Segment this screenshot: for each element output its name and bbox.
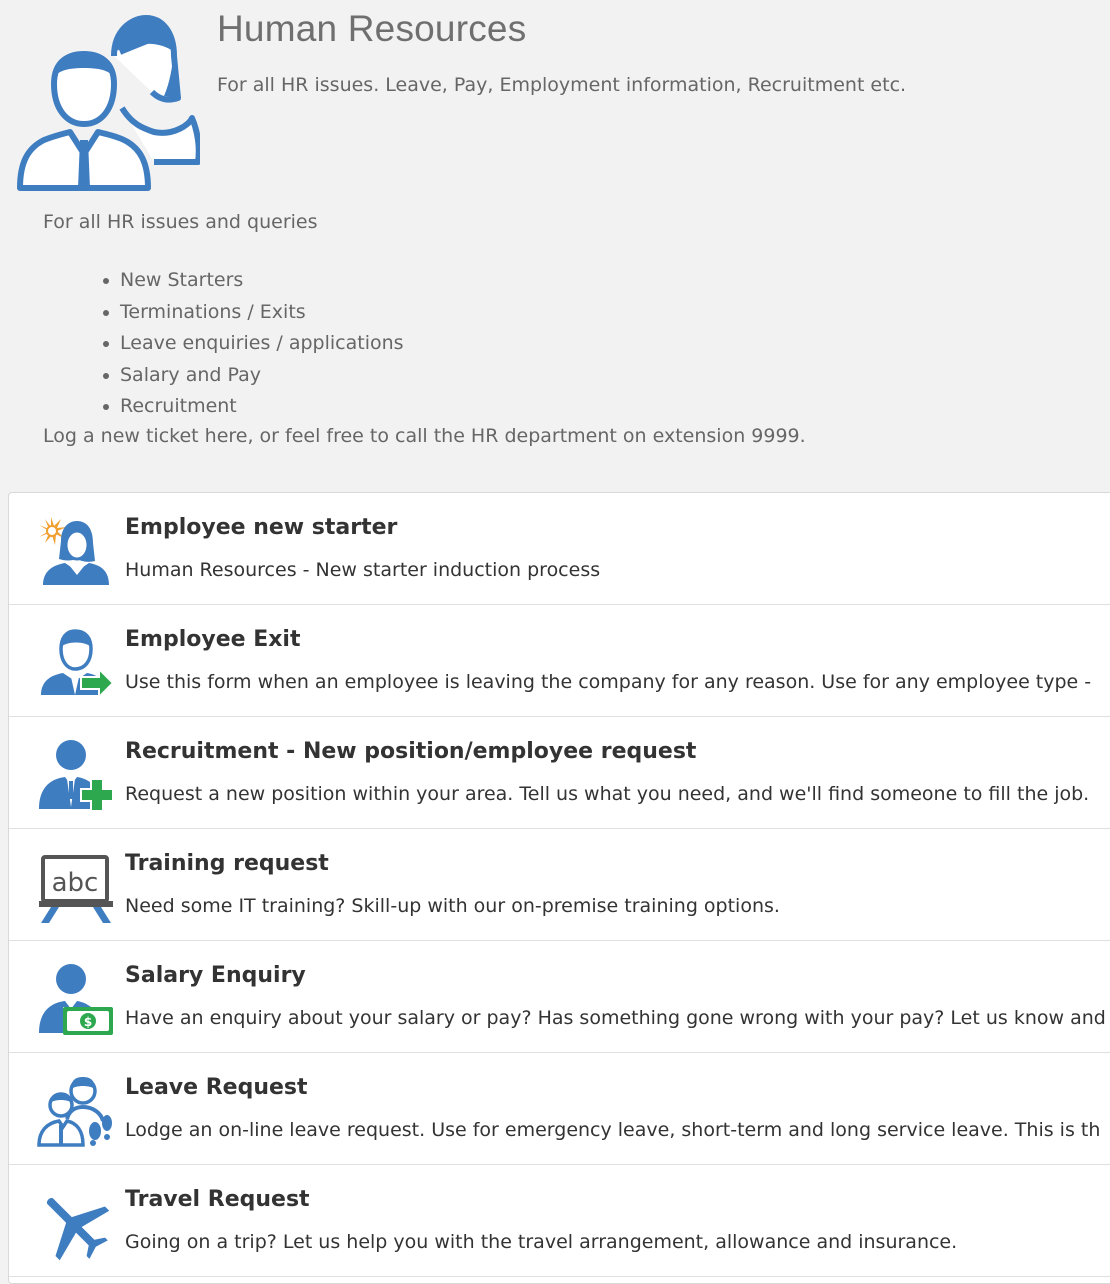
service-item-travel-request[interactable]	[9, 1165, 1110, 1277]
svg-text:$: $	[83, 1015, 93, 1029]
service-description: Have an enquiry about your salary or pay? Has something gone wrong with your pay? Let us know and	[125, 1007, 1106, 1029]
service-item-recruitment[interactable]	[9, 717, 1110, 829]
list-item: Terminations / Exits	[120, 297, 404, 329]
service-name: Salary Enquiry	[125, 963, 306, 988]
service-name: Employee Exit	[125, 627, 301, 652]
page-title: Human Resources	[217, 8, 527, 49]
airplane-icon	[37, 1187, 115, 1261]
service-item-leave-request[interactable]	[9, 1053, 1110, 1165]
service-description: Going on a trip? Let us help you with the travel arrangement, allowance and insurance.	[125, 1231, 958, 1253]
intro-text: For all HR issues and queries	[43, 211, 318, 233]
service-description: Lodge an on-line leave request. Use for emergency leave, short-term and long service leave. This is th	[125, 1119, 1101, 1141]
list-item: Leave enquiries / applications	[120, 328, 404, 360]
list-item: New Starters	[120, 265, 404, 297]
service-description: Need some IT training? Skill-up with our on-premise training options.	[125, 895, 780, 917]
service-item-training-request[interactable]	[9, 829, 1110, 941]
service-item-salary-enquiry[interactable]	[9, 941, 1110, 1053]
service-description: Request a new position within your area. Tell us what you need, and we'll find someone to fill the job.	[125, 783, 1090, 805]
service-item-employee-new-starter[interactable]	[9, 493, 1110, 605]
page-subtitle: For all HR issues. Leave, Pay, Employment information, Recruitment etc.	[217, 74, 907, 96]
service-name: Employee new starter	[125, 515, 398, 540]
svg-text:abc: abc	[51, 868, 99, 898]
service-name: Training request	[125, 851, 329, 876]
list-item: Salary and Pay	[120, 360, 404, 392]
topics-list	[0, 265, 404, 423]
list-item: Recruitment	[120, 391, 404, 423]
service-name: Recruitment - New position/employee request	[125, 739, 697, 764]
service-name: Travel Request	[125, 1187, 310, 1212]
training-board-icon	[37, 851, 115, 925]
new-starter-icon	[37, 515, 115, 589]
service-item-employee-exit[interactable]	[9, 605, 1110, 717]
salary-icon	[37, 963, 115, 1037]
leave-request-icon	[37, 1075, 115, 1149]
contact-note: Log a new ticket here, or feel free to call the HR department on extension 9999.	[43, 425, 806, 447]
employee-exit-icon	[37, 627, 115, 701]
service-description: Use this form when an employee is leaving the company for any reason. Use for any employee type -	[125, 671, 1092, 693]
hr-people-icon	[14, 12, 200, 194]
recruitment-icon	[37, 739, 115, 813]
service-name: Leave Request	[125, 1075, 308, 1100]
service-list	[8, 492, 1110, 1284]
service-description: Human Resources - New starter induction process	[125, 559, 601, 581]
